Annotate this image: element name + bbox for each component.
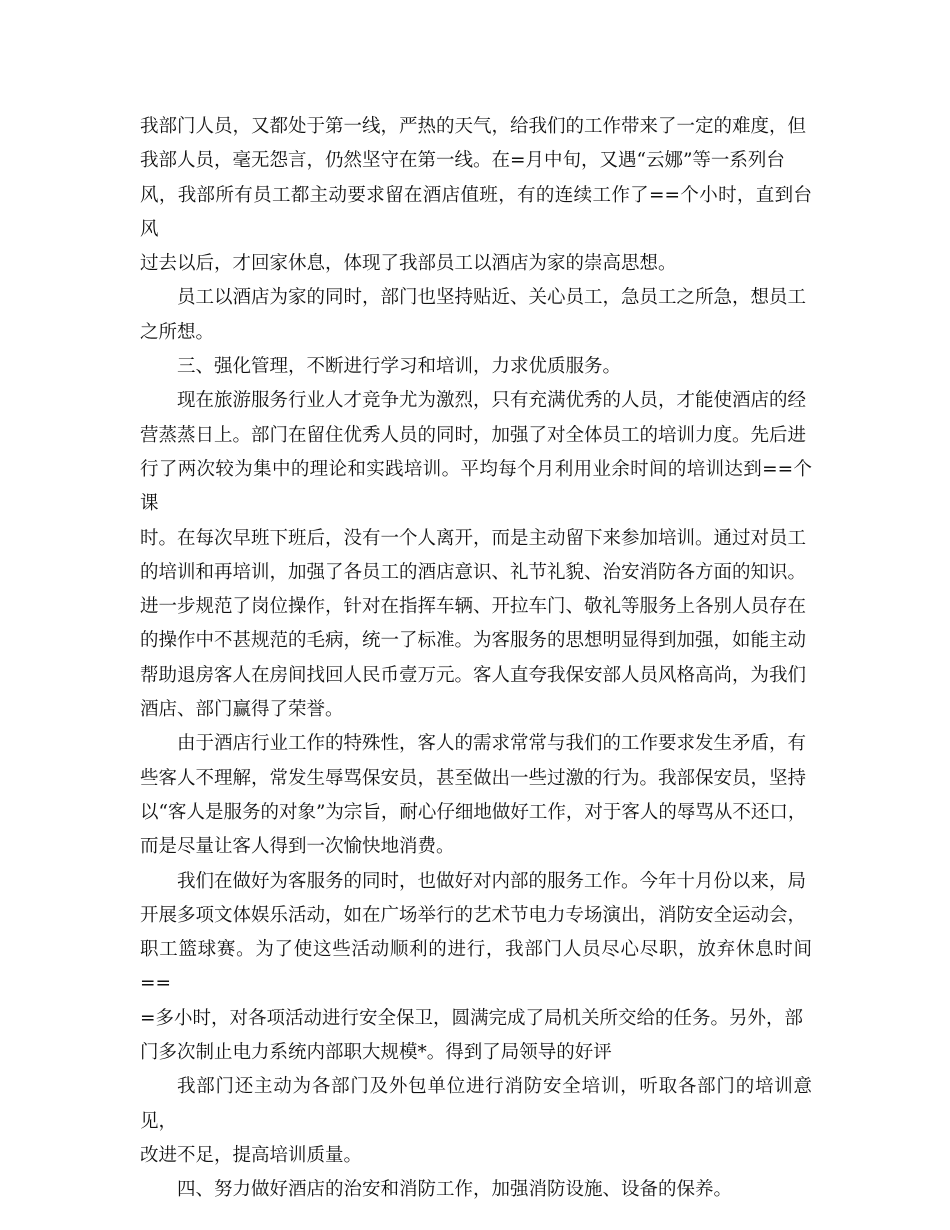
paragraph-4: 现在旅游服务行业人才竞争尤为激烈，只有充满优秀的人员，才能使酒店的经 营蒸蒸日上。部门在留住优秀人员的同时，加强了对全体员工的培训力度。先后进 行了两次较为集中的理论和实践培训。平均每个月利用业余时间的培训达到==个课 时。在每次早班下班后，没有一个人离开，而是主动留下来参加培训。通过对员工 的培训和再培训，加强了各员工的酒店意识、礼节礼貌、治安消防各方面的知识。 进一步规范了岗位操作，针对在指挥车辆、开拉车门、敬礼等服务上各别人员存在 的操作中不甚规范的毛病，统一了标准。为客服务的思想明显得到加强，如能主动 帮助退房客人在房间找回人民币壹万元。客人直夸我保安部人员风格高尚，为我们 酒店、部门赢得了荣誉。 bbox=[140, 390, 812, 721]
document-page bbox=[140, 110, 812, 1208]
section-heading-4: 四、努力做好酒店的治安和消防工作，加强消防设施、设备的保养。 bbox=[177, 1179, 733, 1201]
paragraph-2: 员工以酒店为家的同时，部门也坚持贴近、关心员工，急员工之所急，想员工 之所想。 bbox=[140, 287, 807, 343]
section-heading-3: 三、强化管理，不断进行学习和培训，力求优质服务。 bbox=[177, 356, 622, 378]
paragraph-7: 我部门还主动为各部门及外包单位进行消防安全培训，听取各部门的培训意见， 改进不足，提高培训质量。 bbox=[140, 1076, 812, 1166]
paragraph-6: 我们在做好为客服务的同时，也做好对内部的服务工作。今年十月份以来，局 开展多项文体娱乐活动，如在广场举行的艺术节电力专场演出，消防安全运动会， 职工篮球赛。为了使这些活动顺利的进行，我部门人员尽心尽职，放弃休息时间== =多小时，对各项活动进行安全保卫，圆满完成了局机关所交给的任务。另外，部 门多次制止电力系统内部职大规模*。得到了局领导的好评 bbox=[140, 870, 812, 1064]
paragraph-5: 由于酒店行业工作的特殊性，客人的需求常常与我们的工作要求发生矛盾，有 些客人不理解，常发生辱骂保安员，甚至做出一些过激的行为。我部保安员，坚持 以“客人是服务的对象”为宗旨，耐心仔细地做好工作，对于客人的辱骂从不还口， 而是尽量让客人得到一次愉快地消费。 bbox=[140, 733, 807, 858]
paragraph-1: 我部门人员，又都处于第一线，严热的天气，给我们的工作带来了一定的难度，但 我部人员，毫无怨言，仍然坚守在第一线。在=月中旬，又遇“云娜”等一系列台 风，我部所有员工都主动要求留在酒店值班，有的连续工作了==个小时，直到台风 过去以后，才回家休息，体现了我部员工以酒店为家的崇高思想。 bbox=[140, 116, 812, 275]
